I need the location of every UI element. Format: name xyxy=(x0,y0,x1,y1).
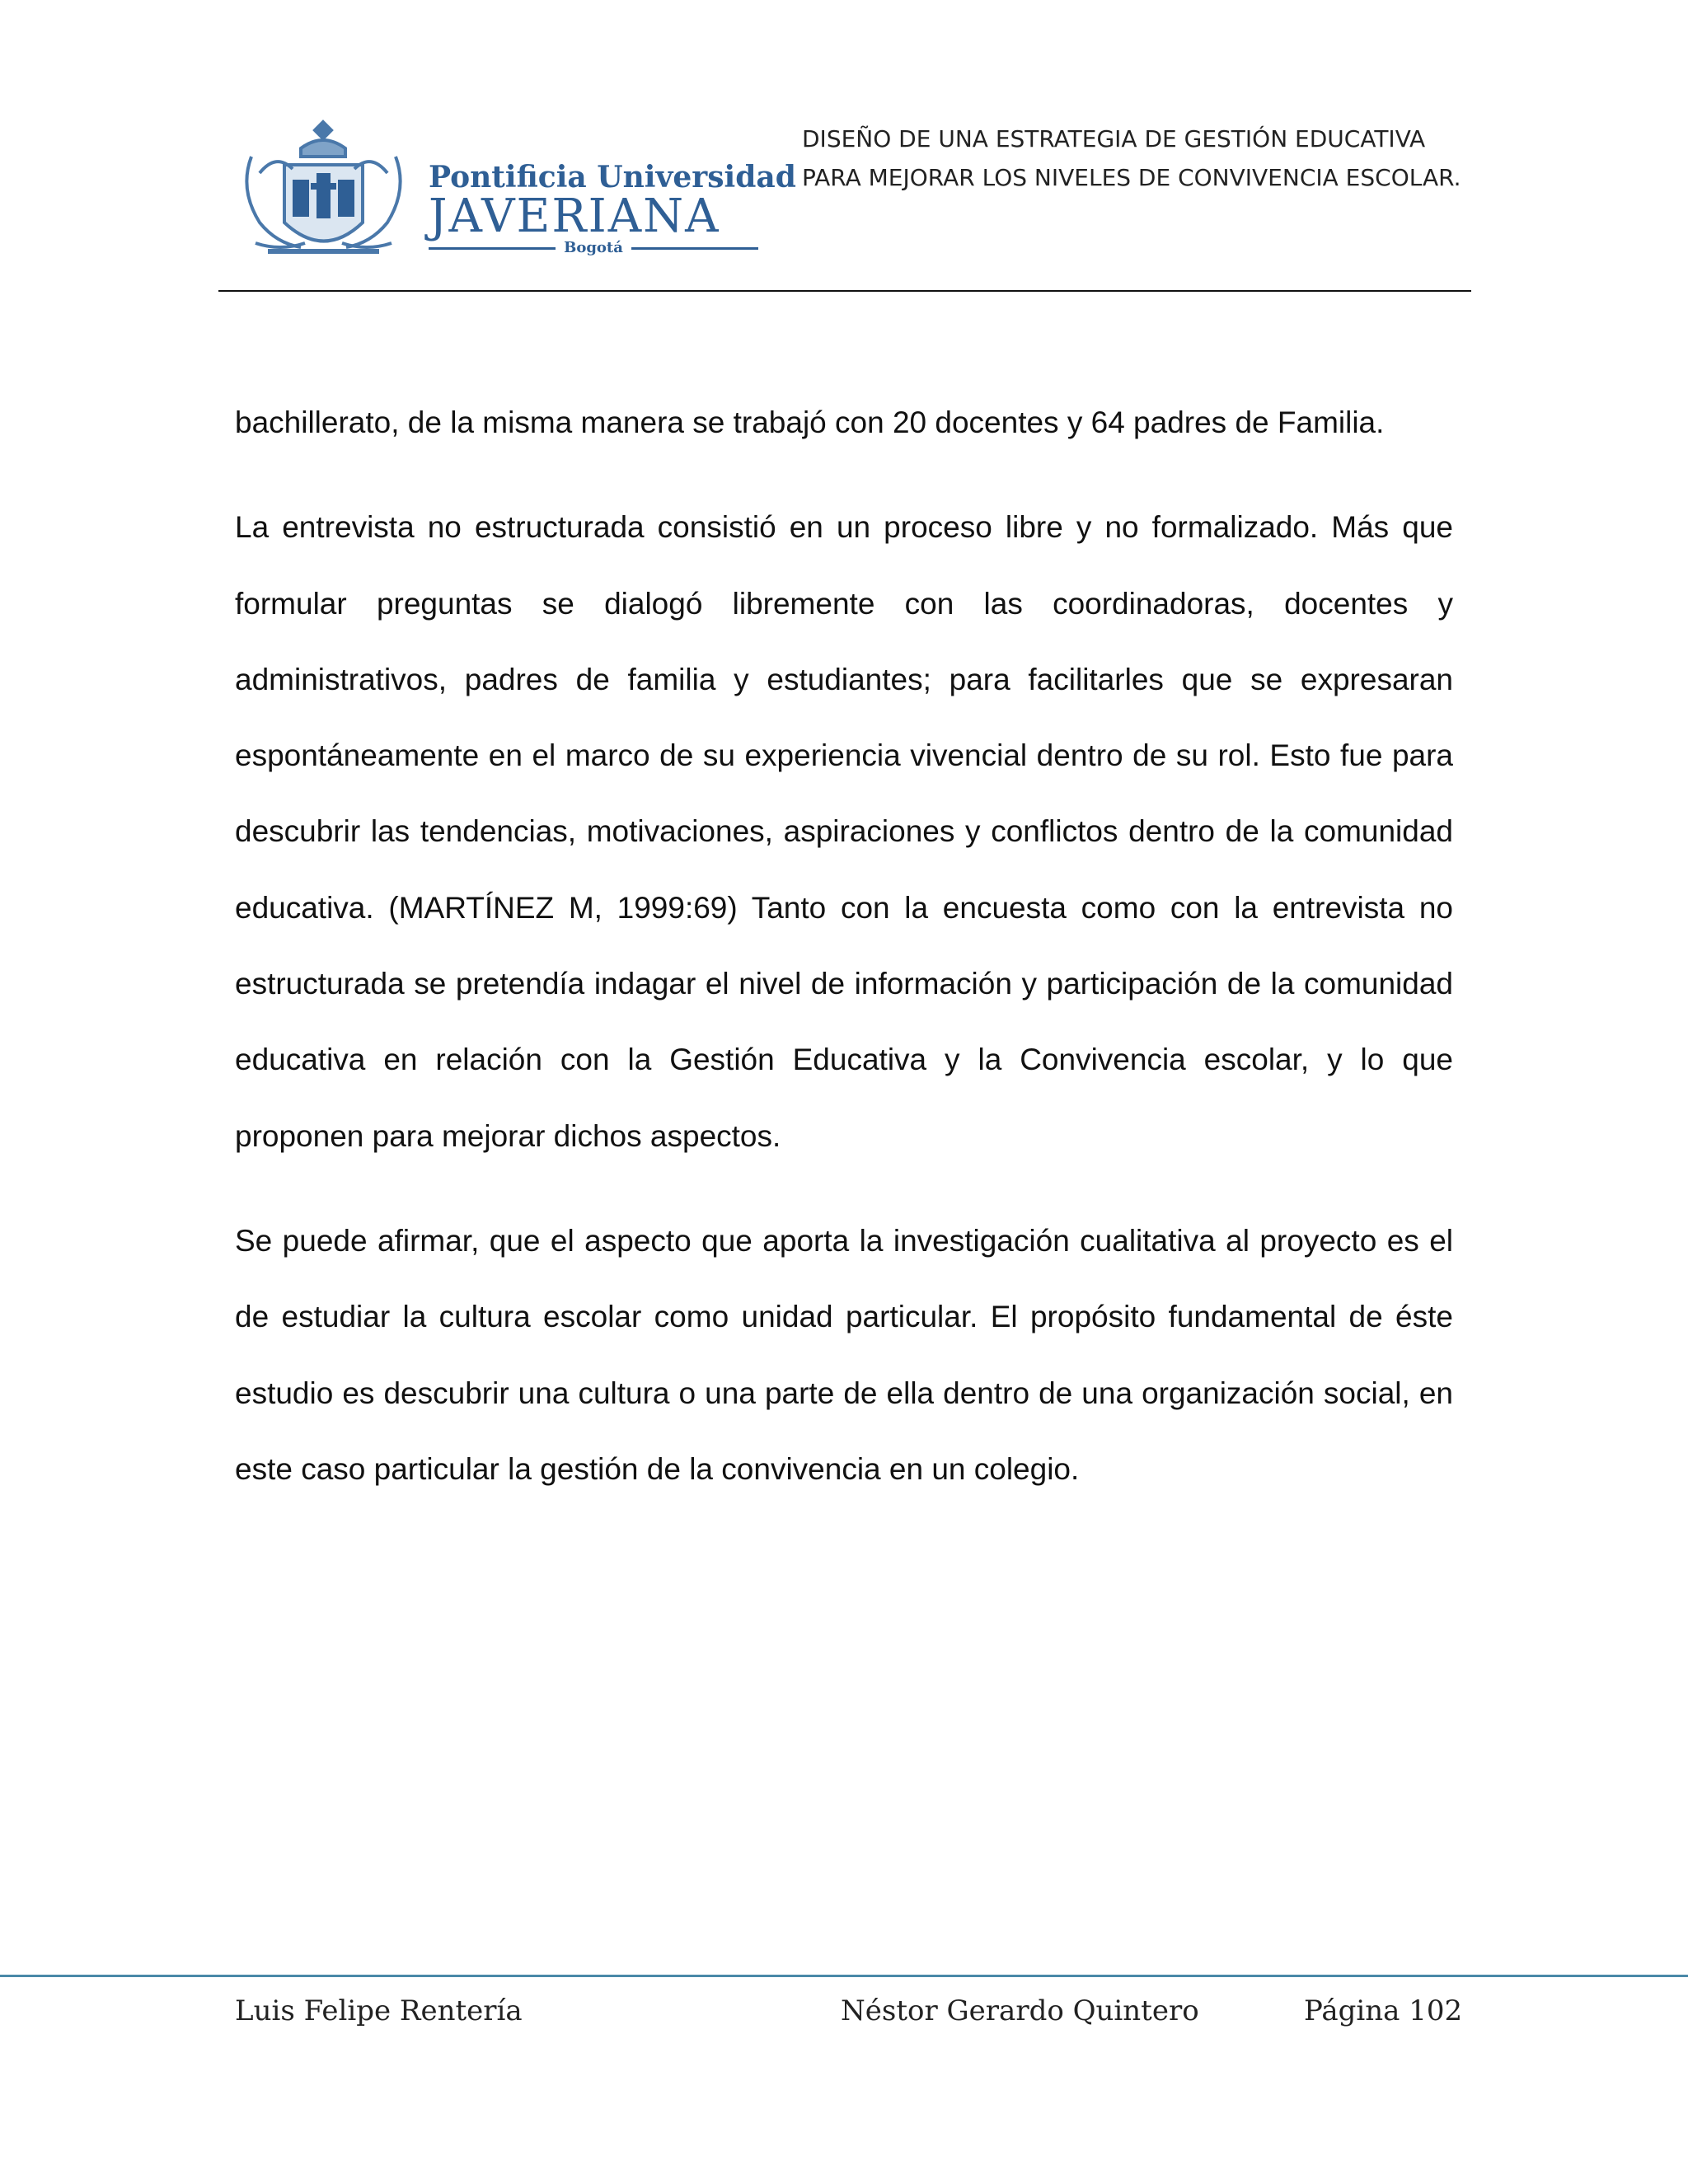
document-title-line-1: DISEÑO DE UNA ESTRATEGIA DE GESTIÓN EDUCATIVA xyxy=(802,125,1426,152)
logo-line-pontificia: Pontificia Universidad xyxy=(429,160,796,194)
footer-author-2: Néstor Gerardo Quintero xyxy=(841,1994,1199,2027)
body-paragraph-2: La entrevista no estructurada consistió en un proceso libre y no formalizado. Más que formular preguntas se dialogó libremente con las coordinadoras, docentes y administrativos, padres de familia y estudiantes; para facilitarles que se expresaran espontáneamente en el marco de su experiencia vivencial dentro de su rol. Esto fue para descubrir las tendencias, motivaciones, aspiraciones y conflictos dentro de la comunidad educativa. (MARTÍNEZ M, 1999:69) Tanto con la encuesta como con la entrevista no estructurada se pretendía indagar el nivel de información y participación de la comunidad educativa en relación con la Gestión Educativa y la Convivencia escolar, y lo que proponen para mejorar dichos aspectos. xyxy=(235,510,1453,1153)
logo-rule-left xyxy=(429,247,556,250)
logo-city-label: Bogotá xyxy=(564,239,623,256)
footer-author-1: Luis Felipe Rentería xyxy=(235,1994,523,2027)
footer-page-number: Página 102 xyxy=(1304,1994,1463,2027)
logo-rule-right xyxy=(631,247,758,250)
university-crest-icon xyxy=(235,115,412,264)
body-paragraph-3: Se puede afirmar, que el aspecto que aporta la investigación cualitativa al proyecto es el de estudiar la cultura escolar como unidad particular. El propósito fundamental de éste estudio es descubrir una cultura o una parte de ella dentro de una organización social, en este caso particular la gestión de la convivencia en un colegio. xyxy=(235,1223,1453,1486)
body-paragraph-1: bachillerato, de la misma manera se trabajó con 20 docentes y 64 padres de Familia. xyxy=(235,405,1385,439)
header-divider xyxy=(218,290,1471,292)
page-footer xyxy=(0,1994,1688,2044)
document-title-line-2: PARA MEJORAR LOS NIVELES DE CONVIVENCIA ESCOLAR. xyxy=(802,164,1461,191)
university-name xyxy=(429,160,796,256)
page-header xyxy=(218,111,1471,293)
document-title xyxy=(802,120,1461,197)
footer-divider xyxy=(0,1975,1688,1977)
page-body xyxy=(235,385,1453,1536)
logo-line-javeriana: JAVERIANA xyxy=(429,190,720,243)
university-logo xyxy=(235,115,796,264)
